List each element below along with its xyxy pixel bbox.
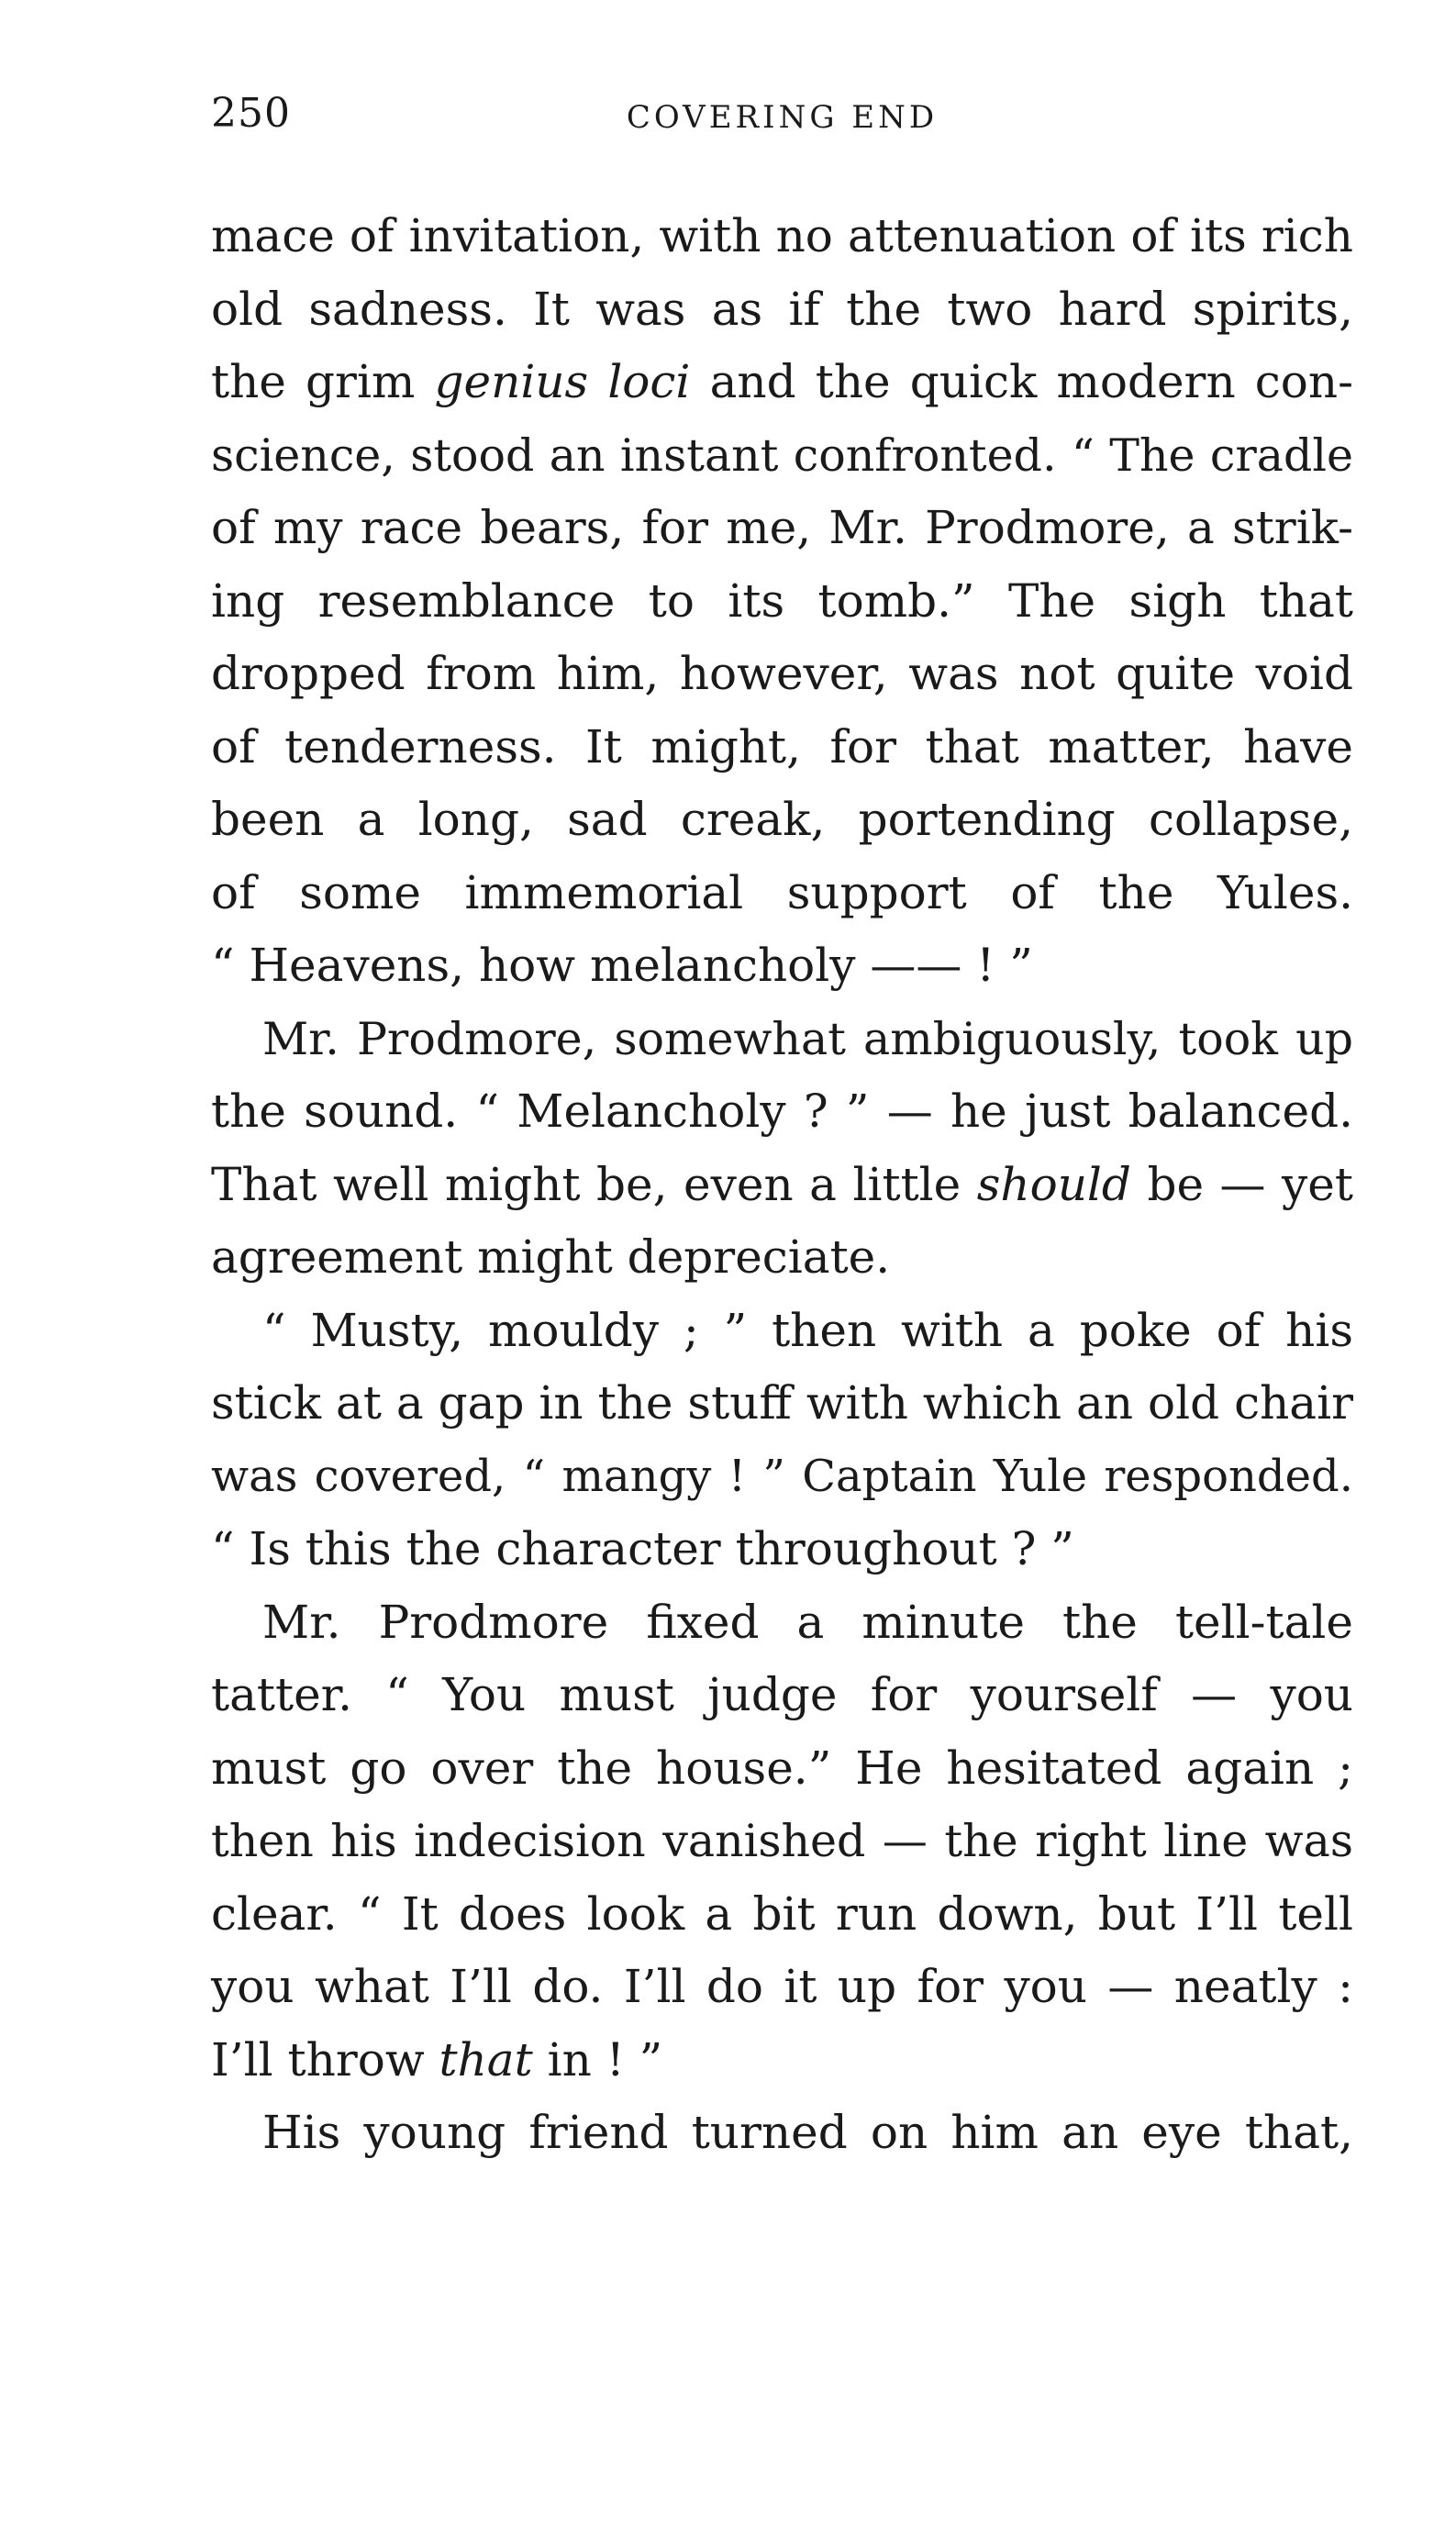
text-line — [211, 346, 1353, 419]
text-line: of tenderness. It might, for that matter, have — [211, 719, 1353, 773]
body-text — [211, 200, 1353, 2170]
text-line — [211, 2024, 1353, 2098]
text-segment: and the quick modern con- — [690, 355, 1354, 408]
text-line: “ Heavens, how melancholy —— ! ” — [211, 939, 1033, 992]
text-line: must go over the house.” He hesitated again ; — [211, 1741, 1353, 1795]
text-line: dropped from him, however, was not quite void — [211, 647, 1353, 700]
text-segment: be — yet — [1130, 1157, 1353, 1211]
text-segment: I’ll throw — [211, 2032, 439, 2086]
text-line: old sadness. It was as if the two hard spirits, — [211, 282, 1353, 336]
text-segment: That well might be, even a little — [211, 1157, 977, 1211]
text-line: agreement might depreciate. — [211, 1230, 891, 1284]
text-line: the sound. “ Melancholy ? ” — he just balanced. — [211, 1085, 1353, 1138]
text-line: Mr. Prodmore fixed a minute the tell-tale — [262, 1595, 1353, 1649]
italic-text: that — [439, 2032, 533, 2086]
text-line: of my race bears, for me, Mr. Prodmore, a strik- — [211, 501, 1353, 554]
text-line: stick at a gap in the stuff with which an old chair — [211, 1376, 1353, 1430]
page-number: 250 — [211, 90, 291, 137]
running-head: COVERING END — [626, 99, 939, 136]
text-line: “ Is this the character throughout ? ” — [211, 1522, 1074, 1575]
page-header — [211, 90, 1353, 154]
text-line: His young friend turned on him an eye that, — [262, 2106, 1353, 2159]
text-line: been a long, sad creak, portending collapse, — [211, 793, 1353, 846]
text-line — [211, 1149, 1353, 1222]
text-line: of some immemorial support of the Yules. — [211, 865, 1353, 919]
italic-text: genius loci — [434, 355, 691, 408]
italic-text: should — [976, 1157, 1131, 1211]
text-line: clear. “ It does look a bit run down, but I’ll tell — [211, 1886, 1353, 1941]
text-line: tatter. “ You must judge for yourself — you — [211, 1668, 1353, 1721]
text-segment: in ! ” — [532, 2032, 663, 2086]
text-line: was covered, “ mangy ! ” Captain Yule responded. — [211, 1450, 1353, 1502]
text-line: science, stood an instant confronted. “ The cradle — [211, 428, 1353, 482]
text-line: mace of invitation, with no attenuation of its rich — [211, 209, 1353, 262]
text-line: Mr. Prodmore, somewhat ambiguously, took up — [262, 1012, 1353, 1065]
text-line: ing resemblance to its tomb.” The sigh that — [211, 573, 1353, 628]
text-line: “ Musty, mouldy ; ” then with a poke of his — [262, 1303, 1353, 1357]
text-line: you what I’ll do. I’ll do it up for you — neatly : — [211, 1960, 1353, 2013]
text-line: then his indecision vanished — the right line was — [211, 1815, 1353, 1867]
text-segment: the grim — [211, 355, 435, 408]
